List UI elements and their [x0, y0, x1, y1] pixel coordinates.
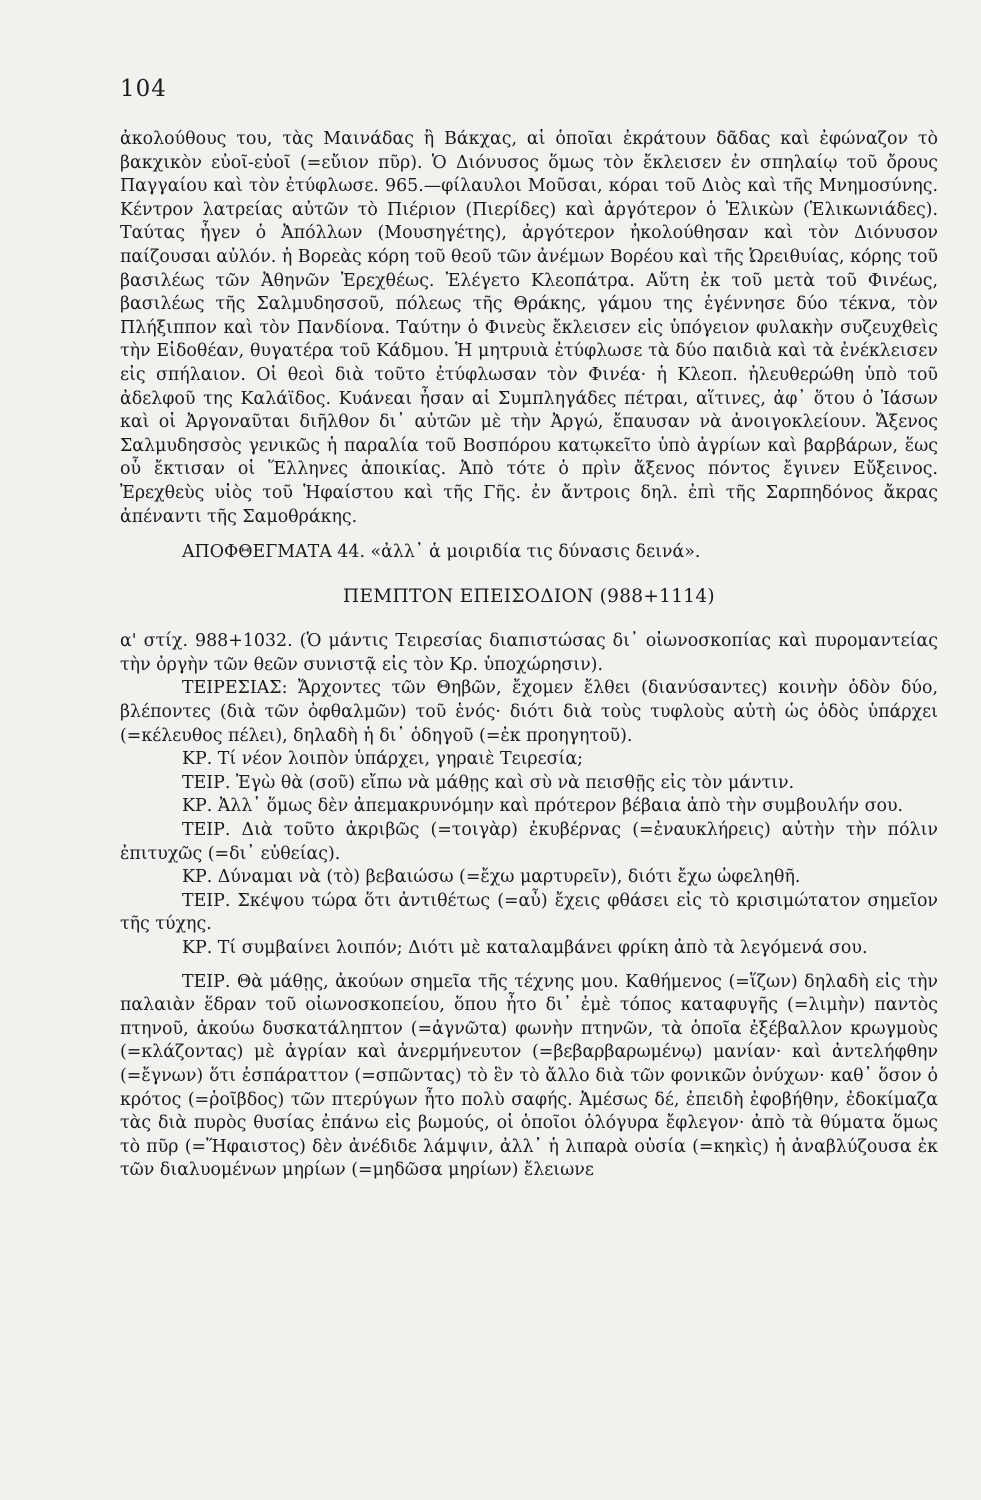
dialogue-line: ΚΡ. Ἀλλ᾽ ὅμως δὲν ἀπεμακρυνόμην καὶ πρότερον βέβαια ἀπὸ τὴν συμβουλήν σου. [182, 796, 904, 817]
dialogue-line: ΤΕΙΡ. Διὰ τοῦτο ἀκριβῶς (=τοιγὰρ) ἐκυβέρνας (=ἐναυκλήρεις) αὐτὴν τὴν πόλιν ἐπιτυχῶς (=δι᾽ εὐθείας). [120, 820, 938, 864]
dialogue-line: ΤΕΙΡ. Σκέψου τώρα ὅτι ἀντιθέτως (=αὖ) ἔχεις φθάσει εἰς τὸ κρισιμώτατον σημεῖον τῆς τύχης. [120, 890, 938, 935]
dialogue-line: ΤΕΙΡΕΣΙΑΣ: Ἄρχοντες τῶν Θηβῶν, ἔχομεν ἔλθει (διανύσαντες) κοινὴν ὁδὸν δύο, βλέποντες (διὰ τῶν ὀφθαλμῶν) τοῦ ἑνός· διότι διὰ τοὺς τυφλοὺς αὐτὴ ὡς ὁδὸς ὑπάρχει (=κέλευθος πέλει), δηλαδὴ ἡ δι᾽ ὁδηγοῦ (=ἐκ προηγητοῦ). [120, 678, 938, 746]
dialogue-line: ΚΡ. Τί συμβαίνει λοιπόν; Διότι μὲ καταλαμβάνει φρίκη ἀπὸ τὰ λεγόμενά σου. [182, 938, 868, 958]
section-heading: ΠΕΜΠΤΟΝ ΕΠΕΙΣΟΔΙΟΝ (988+1114) [343, 585, 715, 607]
page-body [120, 128, 938, 1183]
dialogue-line: ΤΕΙΡ. Ἐγὼ θὰ (σοῦ) εἴπω νὰ μάθῃς καὶ σὺ νὰ πεισθῇς εἰς τὸν μάντιν. [182, 772, 795, 793]
commentary-paragraph: ἀκολούθους του, τὰς Μαινάδας ἢ Βάκχας, αἱ ὁποῖαι ἐκράτουν δᾶδας καὶ ἐφώναζον τὸ βακχικὸν εὐοῖ-εὐοῖ (=εὔιον πῦρ). Ὁ Διόνυσος ὅμως τὸν ἔκλεισεν ἐν σπηλαίῳ τοῦ ὄρους Παγγαίου καὶ τὸν ἐτύφλωσε. 965.—φίλαυλοι Μοῦσαι, κόραι τοῦ Διὸς καὶ τῆς Μνημοσύνης. Κέντρον λατρείας αὐτῶν τὸ Πιέριον (Πιερίδες) καὶ ἀργότερον ὁ Ἑλικὼν (Ἑλικωνιάδες). Ταύτας ἦγεν ὁ Ἀπόλλων (Μουσηγέτης), ἀργότερον ἠκολούθησαν καὶ τὸν Διόνυσον παίζουσαι αὐλόν. ἡ Βορεὰς κόρη τοῦ θεοῦ τῶν ἀνέμων Βορέου καὶ τῆς Ὠρειθυίας, κόρης τοῦ βασιλέως τῶν Ἀθηνῶν Ἐρεχθέως. Ἐλέγετο Κλεοπάτρα. Αὕτη ἐκ τοῦ μετὰ τοῦ Φινέως, βασιλέως τῆς Σαλμυδησσοῦ, πόλεως τῆς Θράκης, γάμου της ἐγέννησε δύο τέκνα, τὸν Πλήξιππον καὶ τὸν Πανδίονα. Ταύτην ὁ Φινεὺς ἔκλεισεν εἰς ὑπόγειον φυλακὴν συζευχθεὶς τὴν Εἰδοθέαν, θυγατέρα τοῦ Κάδμου. Ἡ μητρυιὰ ἐτύφλωσε τὰ δύο παιδιὰ καὶ τὰ ἐνέκλεισεν εἰς σπήλαιον. Οἱ θεοὶ διὰ τοῦτο ἐτύφλωσαν τὸν Φινέα· ἡ Κλεοπ. ἠλευθερώθη ὑπὸ τοῦ ἀδελφοῦ της Καλάϊδος. Κυάνεαι ἦσαν αἱ Συμπληγάδες πέτραι, αἵτινες, ἀφ᾽ ὅτου ὁ Ἰάσων καὶ οἱ Ἀργοναῦται διῆλθον δι᾽ αὐτῶν μὲ τὴν Ἀργώ, ἔπαυσαν νὰ ἀνοιγοκλείουν. Ἄξενος Σαλμυδησσὸς γενικῶς ἡ παραλία τοῦ Βοσπόρου κατῳκεῖτο ὑπὸ ἀγρίων καὶ βαρβάρων, ἕως οὗ ἔκτισαν οἱ Ἕλληνες ἀποικίας. Ἀπὸ τότε ὁ πρὶν ἄξενος πόντος ἔγινεν Εὔξεινος. Ἐρεχθεὺς υἱὸς τοῦ Ἡφαίστου καὶ τῆς Γῆς. ἐν ἄντροις δηλ. ἐπὶ τῆς Σαρπηδόνος ἄκρας ἀπέναντι τῆς Σαμοθράκης. [120, 129, 938, 527]
page-number: 104 [120, 76, 167, 102]
dialogue-line: ΚΡ. Δύναμαι νὰ (τὸ) βεβαιώσω (=ἔχω μαρτυρεῖν), διότι ἔχω ὠφεληθῆ. [182, 867, 801, 888]
apophthegmata-line: ΑΠΟΦΘΕΓΜΑΤΑ 44. «ἀλλ᾽ ἁ μοιριδία τις δύνασις δεινά». [182, 542, 701, 563]
verse-summary: α' στίχ. 988+1032. (Ὁ μάντις Τειρεσίας διαπιστώσας δι᾽ οἰωνοσκοπίας καὶ πυρομαντείας τὴν ὀργὴν τῶν θεῶν συνιστᾷ εἰς τὸν Κρ. ὑποχώρησιν). [120, 631, 938, 675]
dialogue-line: ΤΕΙΡ. Θὰ μάθῃς, ἀκούων σημεῖα τῆς τέχνης μου. Καθήμενος (=ἵζων) δηλαδὴ εἰς τὴν παλαιὰν ἕδραν τοῦ οἰωνοσκοπείου, ὅπου ἦτο δι᾽ ἐμὲ τόπος καταφυγῆς (=λιμὴν) παντὸς πτηνοῦ, ἀκούω δυσκατάληπτον (=ἀγνῶτα) φωνὴν πτηνῶν, τὰ ὁποῖα ἐξέβαλλον κρωγμοὺς (=κλάζοντας) μὲ ἀγρίαν καὶ ἀνερμήνευτον (=βεβαρβαρωμένῳ) μανίαν· καὶ ἀντελήφθην (=ἔγνων) ὅτι ἐσπάραττον (=σπῶντας) τὸ ἓν τὸ ἄλλο διὰ τῶν φονικῶν ὀνύχων· καθ᾽ ὅσον ὁ κρότος (=ῥοῖβδος) τῶν πτερύγων ἦτο πολὺ σαφής. Ἀμέσως δέ, ἐπειδὴ ἐφοβήθην, ἐδοκίμαζα τὰς διὰ πυρὸς θυσίας ἐπάνω εἰς βωμούς, οἱ ὁποῖοι ὁλόγυρα ἔφλεγον· ἀπὸ τὰ θύματα ὅμως τὸ πῦρ (=Ἥφαιστος) δὲν ἀνέδιδε λάμψιν, ἀλλ᾽ ἡ λιπαρὰ οὐσία (=κηκὶς) ἡ ἀναβλύζουσα ἐκ τῶν διαλυομένων μηρίων (=μηδῶσα μηρίων) ἔλειωνε [120, 971, 938, 1181]
dialogue-line: ΚΡ. Τί νέον λοιπὸν ὑπάρχει, γηραιὲ Τειρεσία; [182, 749, 583, 770]
